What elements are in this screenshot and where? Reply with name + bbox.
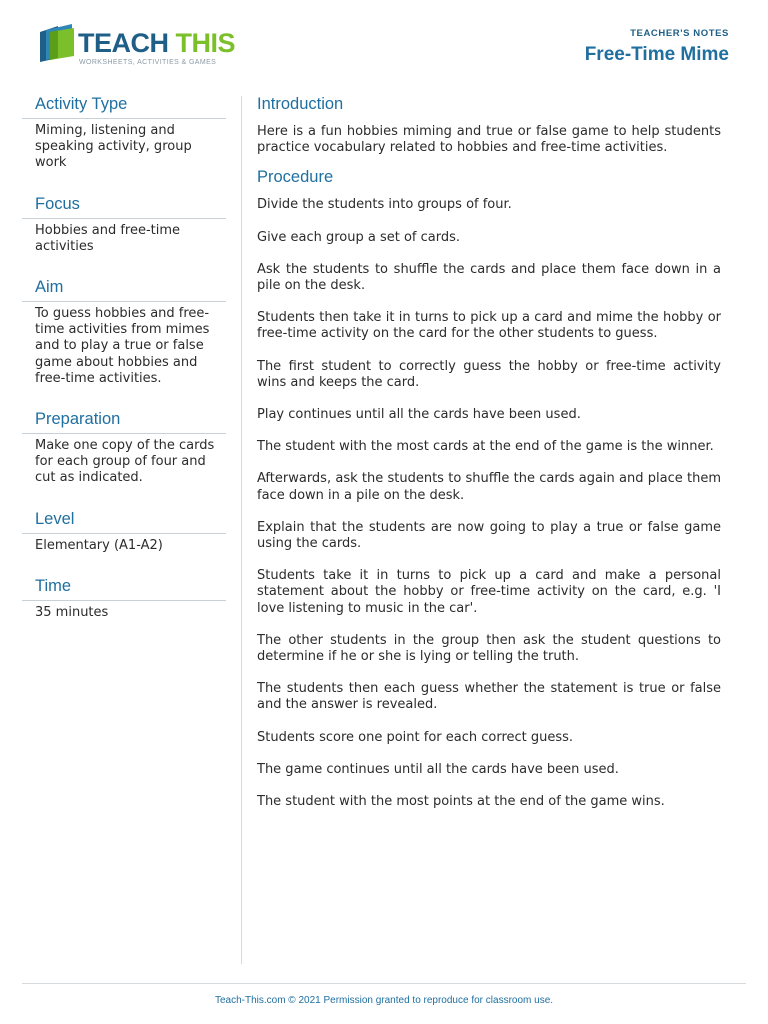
- procedure-step: Divide the students into groups of four.: [257, 197, 512, 213]
- logo-word-teach: TEACH: [78, 28, 169, 58]
- sidebar-section-preparation: [22, 409, 226, 487]
- doc-type-label: TEACHER'S NOTES: [630, 28, 729, 39]
- introduction-heading: Introduction: [257, 95, 344, 113]
- sidebar-section-activity-type: [22, 94, 226, 172]
- sidebar-heading: Time: [22, 576, 226, 601]
- sidebar-heading: Activity Type: [22, 94, 226, 119]
- procedure-heading: Procedure: [257, 168, 334, 187]
- introduction-text: Here is a fun hobbies miming and true or false game to help students practice vocabulary related to hobbies and free-time activities.: [257, 124, 721, 156]
- procedure-step: Play continues until all the cards have been used.: [257, 407, 581, 423]
- procedure-step: Afterwards, ask the students to shuffle the cards again and place them face down in a pile on the desk.: [257, 471, 721, 503]
- procedure-step: Give each group a set of cards.: [257, 229, 461, 245]
- footer-copyright: Teach-This.com © 2021 Permission granted to reproduce for classroom use.: [214, 995, 554, 1006]
- sidebar-text: To guess hobbies and free-time activities from mimes and to play a true or false game about hobbies and free-time activities.: [35, 306, 210, 386]
- sidebar-text: 35 minutes: [35, 604, 109, 620]
- sidebar-heading: Focus: [22, 194, 226, 219]
- sidebar-heading: Preparation: [22, 409, 226, 434]
- logo-wordmark: [78, 28, 235, 58]
- sidebar-text: Make one copy of the cards for each group of four and cut as indicated.: [35, 438, 215, 486]
- sidebar-section-time: [22, 576, 226, 621]
- procedure-step: Students then take it in turns to pick up a card and mime the hobby or free-time activity on the card for the other students to guess.: [257, 310, 721, 342]
- sidebar-section-level: [22, 509, 226, 554]
- main-content: [257, 94, 721, 826]
- activity-info-sidebar: [22, 94, 226, 643]
- book-logo-icon: [36, 24, 76, 64]
- sidebar-text: Hobbies and free-time activities: [35, 222, 181, 254]
- logo-tagline: WORKSHEETS, ACTIVITIES & GAMES: [79, 59, 217, 66]
- sidebar-section-aim: [22, 277, 226, 387]
- teach-this-logo: [36, 22, 236, 72]
- procedure-step: Explain that the students are now going to play a true or false game using the cards.: [257, 519, 721, 552]
- procedure-step: The other students in the group then ask the student questions to determine if he or she is lying or telling the truth.: [257, 632, 721, 665]
- procedure-step: The game continues until all the cards have been used.: [257, 761, 619, 777]
- sidebar-text: Miming, listening and speaking activity, group work: [35, 123, 192, 171]
- sidebar-text: Elementary (A1-A2): [35, 537, 163, 553]
- procedure-step: The student with the most points at the end of the game wins.: [257, 794, 665, 810]
- procedure-step: Students take it in turns to pick up a card and make a personal statement about the hobby or free-time activity on the card, e.g. 'I love listening to music in the car'.: [257, 568, 721, 616]
- procedure-step: The student with the most cards at the end of the game is the winner.: [257, 439, 714, 455]
- procedure-step: Students score one point for each correct guess.: [257, 729, 574, 745]
- column-divider: [241, 96, 242, 964]
- sidebar-heading: Level: [22, 509, 226, 534]
- procedure-step: Ask the students to shuffle the cards and place them face down in a pile on the desk.: [257, 261, 721, 294]
- sidebar-section-focus: [22, 194, 226, 255]
- procedure-step: The first student to correctly guess the hobby or free-time activity wins and keeps the card.: [257, 358, 721, 390]
- footer-divider: [22, 983, 746, 984]
- sidebar-heading: Aim: [22, 277, 226, 302]
- procedure-step: The students then each guess whether the statement is true or false and the answer is revealed.: [257, 681, 721, 713]
- logo-word-this: THIS: [175, 28, 236, 58]
- page-title: Free-Time Mime: [584, 44, 729, 65]
